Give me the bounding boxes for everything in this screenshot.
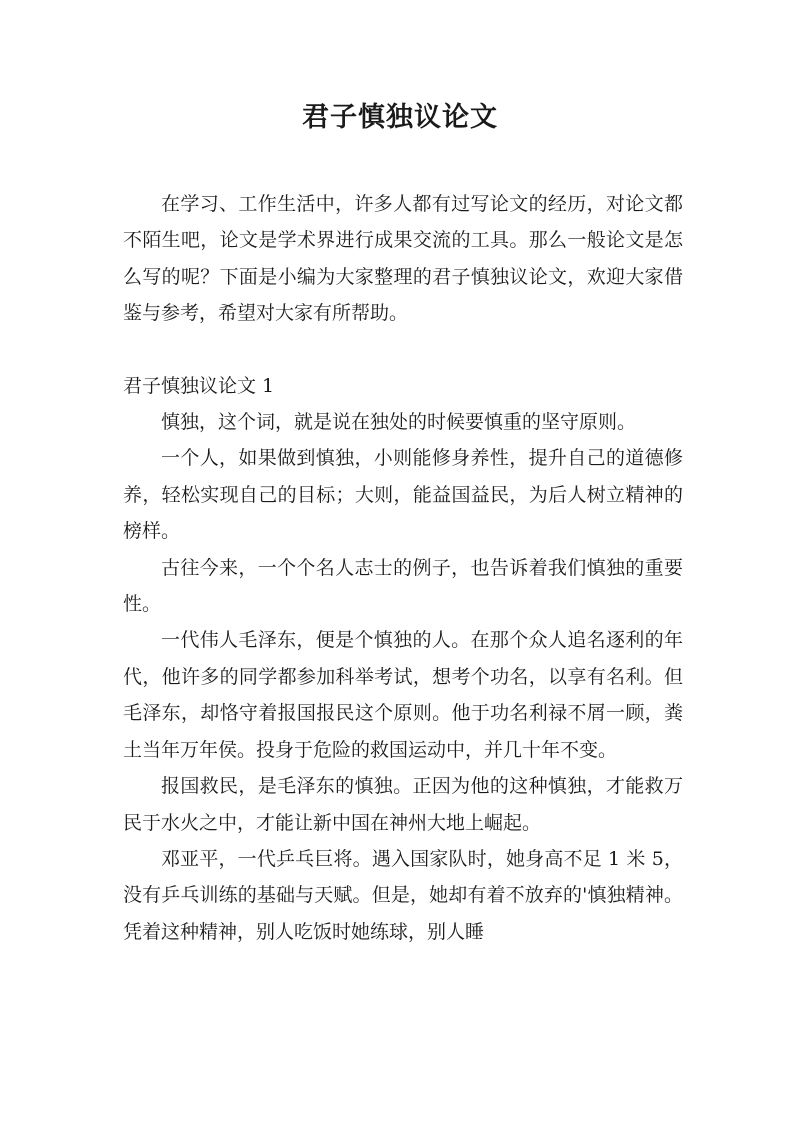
- body-paragraph: 一个人，如果做到慎独，小则能修身养性，提升自己的道德修养，轻松实现自己的目标；大则，能益国益民，为后人树立精神的榜样。: [123, 447, 683, 543]
- paragraph-spacer: [123, 332, 683, 368]
- body-paragraph: 一代伟人毛泽东，便是个慎独的人。在那个众人追名逐利的年代，他许多的同学都参加科举考试，想考个功名，以享有名利。但毛泽东，却恪守着报国报民这个原则。他于功名利禄不屑一顾，粪土当年万年侯。投身于危险的救国运动中，并几十年不变。: [123, 629, 683, 761]
- body-paragraph: 邓亚平，一代乒乓巨将。遇入国家队时，她身高不足 1 米 5，没有乒乓训练的基础与天赋。但是，她却有着不放弃的'慎独精神。凭着这种精神，别人吃饭时她练球，别人睡: [123, 847, 683, 943]
- intro-paragraph: 在学习、工作生活中，许多人都有过写论文的经历，对论文都不陌生吧，论文是学术界进行成果交流的工具。那么一般论文是怎么写的呢？下面是小编为大家整理的君子慎独议论文，欢迎大家借鉴与参考，希望对大家有所帮助。: [123, 193, 683, 325]
- body-paragraph: 慎独，这个词，就是说在独处的时候要慎重的坚守原则。: [161, 411, 637, 434]
- document-title: 君子慎独议论文: [302, 102, 498, 133]
- body-paragraph: 古往今来，一个个名人志士的例子，也告诉着我们慎独的重要性。: [123, 556, 683, 616]
- body-paragraph: 报国救民，是毛泽东的慎独。正因为他的这种慎独，才能救万民于水火之中，才能让新中国在神州大地上崛起。: [123, 775, 683, 834]
- section-heading: 君子慎独议论文 1: [123, 374, 275, 397]
- document-body: [123, 186, 683, 950]
